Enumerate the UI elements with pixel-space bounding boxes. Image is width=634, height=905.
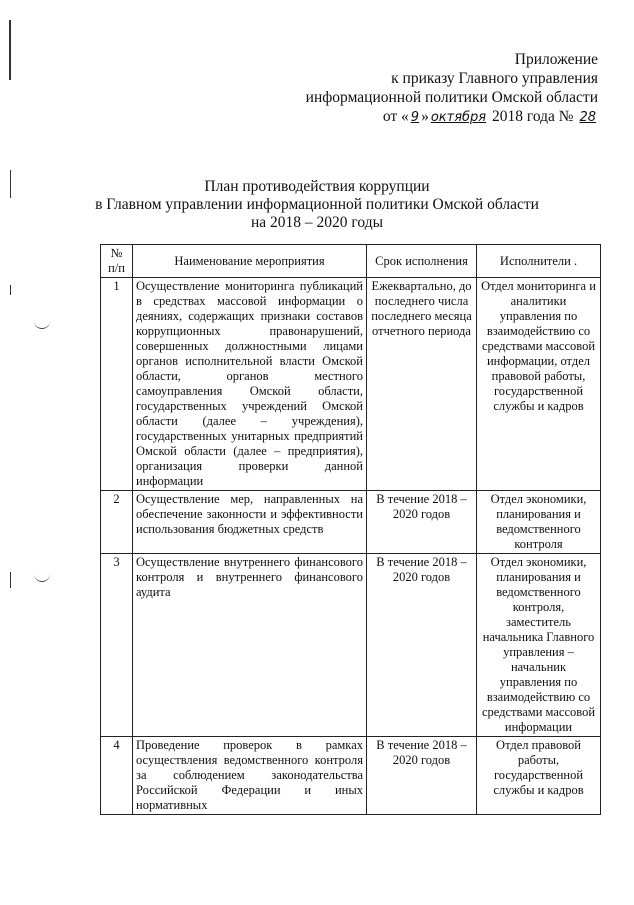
table-row — [101, 737, 601, 815]
row-exec: Отдел экономики, планирования и ведомственного контроля — [477, 491, 601, 554]
date-prefix: от « — [382, 108, 409, 125]
title-line-1: План противодействия коррупции — [204, 178, 430, 195]
table-header-row — [101, 245, 601, 278]
row-name: Осуществление внутреннего финансового контроля и внутреннего финансового аудита — [133, 554, 367, 737]
date-month: октября — [430, 110, 487, 125]
row-num: 4 — [101, 737, 133, 815]
scan-artifact-line — [10, 572, 11, 588]
order-number: 28 — [579, 110, 596, 125]
row-name: Проведение проверок в рамках осуществления ведомственного контроля за соблюдением законодательства Российской Федерации и иных нормативных — [133, 737, 367, 815]
header-name: Наименование мероприятия — [133, 245, 367, 278]
date-year: 2018 года № — [491, 108, 574, 125]
appendix-header — [306, 50, 598, 127]
title-line-3: на 2018 – 2020 годы — [251, 214, 383, 231]
row-num: 1 — [101, 278, 133, 491]
row-exec: Отдел мониторинга и аналитики управления по взаимодействию со средствами массовой информации, отдел правовой работы, государственной службы и кадров — [477, 278, 601, 491]
hole-punch-mark — [34, 318, 50, 329]
row-term: В течение 2018 – 2020 годов — [367, 491, 477, 554]
row-term: В течение 2018 – 2020 годов — [367, 737, 477, 815]
row-exec: Отдел экономики, планирования и ведомственного контроля, заместитель начальника Главного управления – начальник управления по взаимодействию со средствами массовой информации — [477, 554, 601, 737]
scan-artifact-line — [10, 285, 11, 295]
row-num: 2 — [101, 491, 133, 554]
header-line-2: к приказу Главного управления — [391, 70, 598, 87]
table-row — [101, 278, 601, 491]
row-exec: Отдел правовой работы, государственной службы и кадров — [477, 737, 601, 815]
header-line-1: Приложение — [514, 51, 598, 68]
date-mid: » — [421, 108, 429, 125]
row-name: Осуществление мониторинга публикаций в средствах массовой информации о деяниях, содержащих признаки составов коррупционных правонарушений, совершенных должностными лицами органов исполнительной власти Омской области, органов местного самоуправления Омской области, государственных учреждений Омской области (далее – учреждения), государственных унитарных предприятий Омской области (далее – предприятия), организация проверки данной информации — [133, 278, 367, 491]
header-num: № п/п — [101, 245, 133, 278]
document-title — [0, 178, 634, 232]
row-term: В течение 2018 – 2020 годов — [367, 554, 477, 737]
header-term: Срок исполнения — [367, 245, 477, 278]
row-num: 3 — [101, 554, 133, 737]
scan-artifact-line — [9, 20, 11, 80]
header-date-line — [306, 107, 598, 127]
date-day: 9 — [410, 110, 420, 125]
row-term: Ежеквартально, до последнего числа последнего месяца отчетного периода — [367, 278, 477, 491]
table-row — [101, 491, 601, 554]
hole-punch-mark — [34, 571, 50, 582]
row-name: Осуществление мер, направленных на обеспечение законности и эффективности использования бюджетных средств — [133, 491, 367, 554]
header-exec: Исполнители . — [477, 245, 601, 278]
title-line-2: в Главном управлении информационной политики Омской области — [95, 196, 539, 213]
header-line-3: информационной политики Омской области — [305, 89, 598, 106]
anticorruption-plan-table — [100, 244, 601, 815]
table-row — [101, 554, 601, 737]
